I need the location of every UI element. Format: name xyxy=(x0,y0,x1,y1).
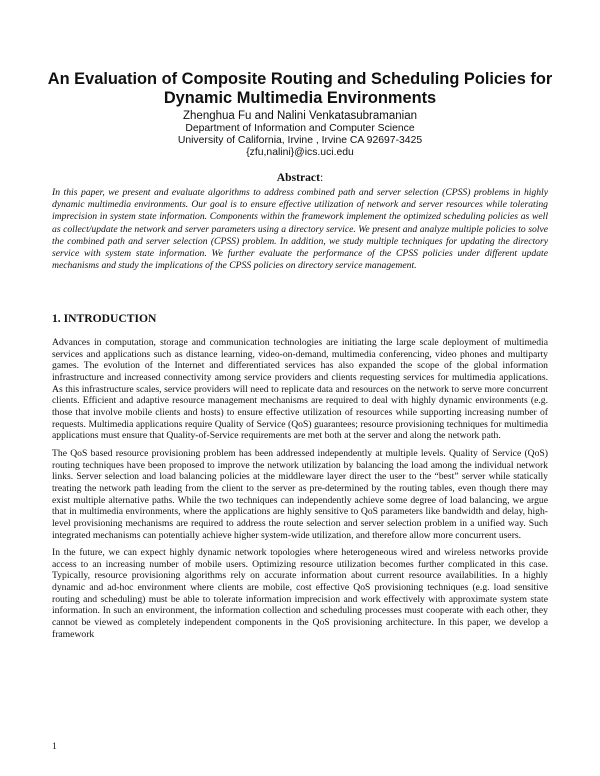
title-line-1: An Evaluation of Composite Routing and Scheduling Policies for xyxy=(47,70,553,88)
intro-paragraph-1: Advances in computation, storage and communication technologies are initiating the large scale deployment of multimedia services and applications such as distance learning, video-on-demand, multimedia conferencing, video phones and multiparty games. The evolution of the Internet and differentiated services has also expanded the scope of the global information infrastructure and increased connectivity among service providers and clients requesting services for multimedia applications. As this infrastructure scales, service providers will need to replicate data and resources on the network to serve more concurrent clients. Efficient and adaptive resource management mechanisms are required to deal with highly dynamic environments (e.g. those that involve mobile clients and hosts) to ensure effective utilization of resources while supporting increasing number of requests. Multimedia applications require Quality of Service (QoS) guarantees; resource provisioning techniques for multimedia applications must ensure that Quality-of-Service requirements are met both at the server and along the network path. xyxy=(52,337,548,442)
author-university: University of California, Irvine , Irvine CA 92697-3425 xyxy=(177,135,423,146)
abstract-text: In this paper, we present and evaluate algorithms to address combined path and server selection (CPSS) problems in highly dynamic multimedia environments. Our goal is to ensure effective utilization of network and server resources while tolerating imprecision in system state information. Components within the framework implement the optimized scheduling policies as well as collect/update the network and server parameters using a directory service. We present and analyze multiple policies to solve the combined path and server selection (CPSS) problem. In addition, we study multiple techniques for updating the directory service with system state information. We further evaluate the performance of the CPSS policies under different update mechanisms and study the implications of the CPSS policies on directory service management. xyxy=(52,187,548,272)
paper-title xyxy=(40,70,560,108)
intro-paragraph-2: The QoS based resource provisioning problem has been addressed independently at multiple levels. Quality of Service (QoS) routing techniques have been proposed to improve the network utilization by balancing the load among the individual network links. Server selection and load balancing policies at the middleware layer direct the user to the “best” server while statically treating the network path leading from the client to the server as pre-determined by the routing tables, even though there may exist multiple alternative paths. While the two techniques can independently achieve some degree of load balancing, we argue that in multimedia environments, where the applications are highly sensitive to QoS parameters like bandwidth and delay, high-level provisioning mechanisms are required to address the route selection and server selection problem in a unified way. Such integrated mechanisms can potentially achieve higher system-wide utilization, and therefore allow more concurrent users. xyxy=(52,447,548,541)
abstract-heading xyxy=(40,171,560,184)
intro-paragraph-3: In the future, we can expect highly dynamic network topologies where heterogeneous wired and wireless networks provide access to an increasing number of mobile users. Optimizing resource utilization becomes further complicated in this case. Typically, resource provisioning algorithms rely on accurate information about current resource availabilities. In a highly dynamic and ad-hoc environment where clients are mobile, cost effective QoS provisioning techniques (e.g. load sensitive routing and scheduling) must be able to tolerate information imprecision and work effectively with approximate system state information. In such an environment, the information collection and scheduling processes must cooperate with each other, they cannot be viewed as completely independent components in the QoS provisioning architecture. In this paper, we develop a framework xyxy=(52,547,548,640)
author-email: {zfu,nalini}@ics.uci.edu xyxy=(246,147,354,158)
title-line-2: Dynamic Multimedia Environments xyxy=(163,89,437,107)
abstract-heading-label: Abstract xyxy=(276,171,320,184)
author-block xyxy=(40,109,560,159)
abstract-heading-colon: : xyxy=(319,171,324,184)
page-number: 1 xyxy=(52,741,57,752)
section-heading-introduction: 1. INTRODUCTION xyxy=(52,312,157,325)
introduction-body xyxy=(52,337,548,646)
author-names: Zhenghua Fu and Nalini Venkatasubramanian xyxy=(183,110,417,122)
author-department: Department of Information and Computer Science xyxy=(185,123,415,134)
